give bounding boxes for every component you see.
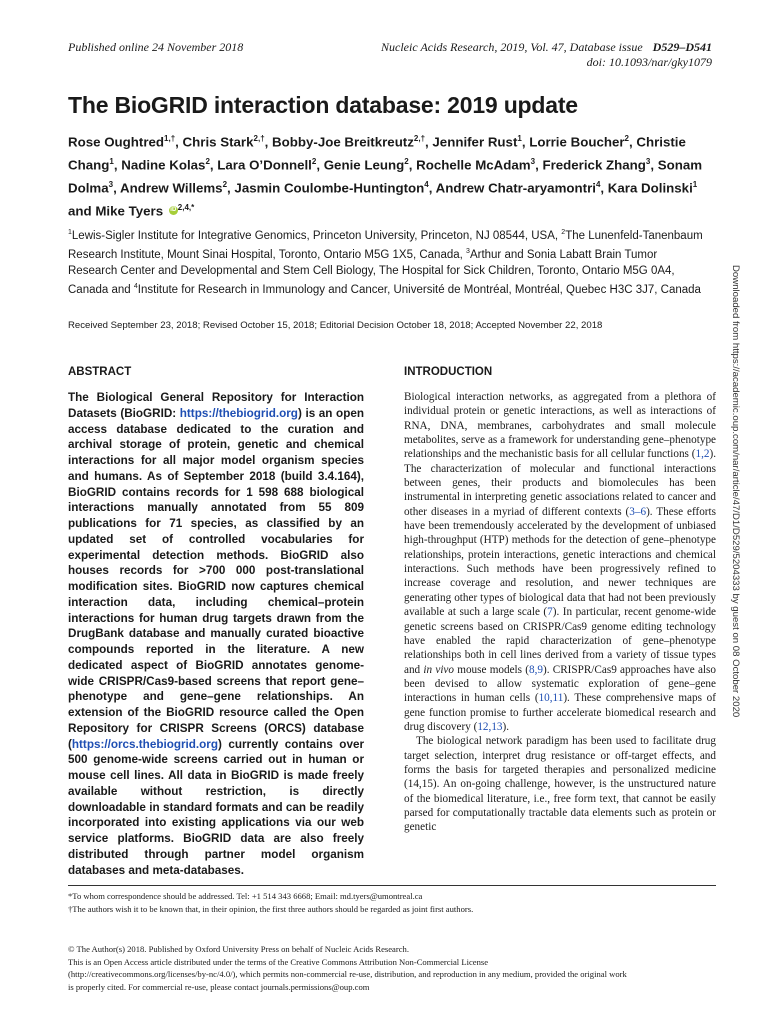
published-date: Published online 24 November 2018 <box>68 40 244 54</box>
page-range: D529–D541 <box>652 40 712 54</box>
author-list: Rose Oughtred$^{1,\dagger}$, Chris Stark$^{2,\dagger}$, Bobby-Joe Breitkreutz$^{2,\dagger}$, Jennifer Rust$^1$, Lorrie Boucher$^2$, Christie Chang$^1$, Nadine Kolas$^2$, Lara O’Donnell$^2$, Genie Leung$^2$, Rochelle McAdam$^3$, Frederick Zhang$^3$, Sonam Dolma$^3$, Andrew Willems$^2$, Jasmin Coulombe-Huntington$^4$, Andrew Chatr-aryamontri$^4$, Kara Dolinski$^1$ and Mike Tyers iD $^{2,4,*}$ <box>68 134 703 219</box>
license-line-3: is properly cited. For commercial re-use, please contact journals.permissions@oup.com <box>68 981 370 992</box>
abstract-column <box>68 366 364 878</box>
abstract-heading: ABSTRACT <box>68 366 132 378</box>
footnote-divider <box>68 885 716 886</box>
affiliations: $^1$Lewis-Sigler Institute for Integrative Genomics, Princeton University, Princeton, NJ 08544, USA, $^2$The Lunenfeld-Tanenbaum Research Institute, Mount Sinai Hospital, Toronto, Ontario M5G 1X5, Canada, $^3$Arthur and Sonia Labatt Brain Tumor Research Center and Developmental and Stem Cell Biology, The Hospital for Sick Children, Toronto, Ontario M5G 0A4, Canada and $^4$Institute for Research in Immunology and Cancer, Université de Montréal, Montréal, Quebec H3C 3J7, Canada <box>68 229 703 296</box>
joint-author-footnote: †The authors wish it to be known that, in their opinion, the first three authors should be regarded as joint first authors. <box>68 903 474 914</box>
download-watermark-text: Downloaded from https://academic.oup.com/nar/article/47/D1/D529/5204333 by guest on 08 October 2020 <box>730 265 741 718</box>
correspondence-footnote: *To whom correspondence should be addressed. Tel: +1 514 343 6668; Email: md.tyers@umontreal.ca <box>68 891 423 901</box>
footnotes <box>68 890 716 915</box>
doi[interactable]: doi: 10.1093/nar/gky1079 <box>586 55 712 69</box>
introduction-column <box>404 366 716 835</box>
article-title: The BioGRID interaction database: 2019 update <box>68 92 578 118</box>
license-line-1: This is an Open Access article distributed under the terms of the Creative Commons Attribution Non-Commercial License <box>68 956 489 967</box>
copyright-line: © The Author(s) 2018. Published by Oxford University Press on behalf of Nucleic Acids Research. <box>68 944 409 954</box>
journal-name: Nucleic Acids Research, 2019, Vol. 47, Database issue <box>381 40 643 54</box>
introduction-paragraph-1: Biological interaction networks, as aggregated from a plethora of individual protein or genetic interactions, as well as interactions of RNA, DNA, membranes, carbohydrates and small molecule metabolites, serve as a framework for understanding gene–phenotype relationships and the mechanistic basis for all cellular functions (1,2). The characterization of molecular and functional interactions between genes, their products and biomolecules has been instrumental in interpreting genetic associations related to cancer and other diseases in a myriad of different contexts (3–6). These efforts have been tremendously accelerated by the development of unbiased high-throughput (HTP) methods for the detection of gene–phenotype relationships, protein interactions, genetic interactions and chemical interactions. Such methods have been progressively refined to increase coverage and resolution, and newer techniques are generating other types of biological data that had not been previously available at such a large scale (7). In particular, recent genome-wide genetic screens based on CRISPR/Cas9 genome editing technology have enabled the rapid characterization of gene–phenotype relationships both in cell lines derived from a variety of tissue types and in vivo mouse models (8,9). CRISPR/Cas9 approaches have also been devised to allow systematic exploration of gene–gene interactions in human cells (10,11). These comprehensive maps of gene function promise to further accelerate biomedical research and drug discovery (12,13). <box>404 391 716 733</box>
introduction-heading: INTRODUCTION <box>404 366 493 378</box>
download-watermark <box>730 265 744 805</box>
license-line-2: (http://creativecommons.org/licenses/by-nc/4.0/), which permits non-commercial re-use, distribution, and reproduction in any medium, provided the original work <box>68 969 627 979</box>
license-notice <box>68 943 716 993</box>
introduction-paragraph-2: The biological network paradigm has been used to facilitate drug target selection, interpret drug resistance or off-target effects, and forms the basis for targeted therapies and personalized medicine (14,15). An on-going challenge, however, is the unstructured nature of the biomedical literature, i.e., free form text, that cannot be easily parsed for computationally tractable data elements such as protein or genetic <box>404 735 716 834</box>
abstract-text: The Biological General Repository for Interaction Datasets (BioGRID: https://thebiogrid.org) is an open access database dedicated to the curation and archival storage of protein, genetic and chemical interactions for all major model organism species and humans. As of September 2018 (build 3.4.164), BioGRID contains records for 1 598 688 biological interactions manually annotated from 55 809 publications for 71 species, as classified by an updated set of controlled vocabularies for experimental detection methods. BioGRID also houses records for >700 000 post-translational modification sites. BioGRID now captures chemical interaction data, including chemical–protein interactions for human drug targets drawn from the DrugBank database and manually curated bioactive compounds reported in the literature. A new dedicated aspect of BioGRID annotates genome-wide CRISPR/Cas9-based screens that report gene–phenotype and gene–gene relationships. An extension of the BioGRID resource called the Open Repository for CRISPR Screens (ORCS) database (https://orcs.thebiogrid.org) currently contains over 500 genome-wide screens carried out in human or mouse cell lines. All data in BioGRID is made freely available without restriction, is directly downloadable in standard formats and can be readily incorporated into existing applications via our web service platforms. BioGRID data are also freely distributed through partner model organism databases and meta-databases. <box>68 391 364 877</box>
journal-citation <box>381 40 712 70</box>
article-dates: Received September 23, 2018; Revised October 15, 2018; Editorial Decision October 18, 2018; Accepted November 22, 2018 <box>68 320 603 331</box>
